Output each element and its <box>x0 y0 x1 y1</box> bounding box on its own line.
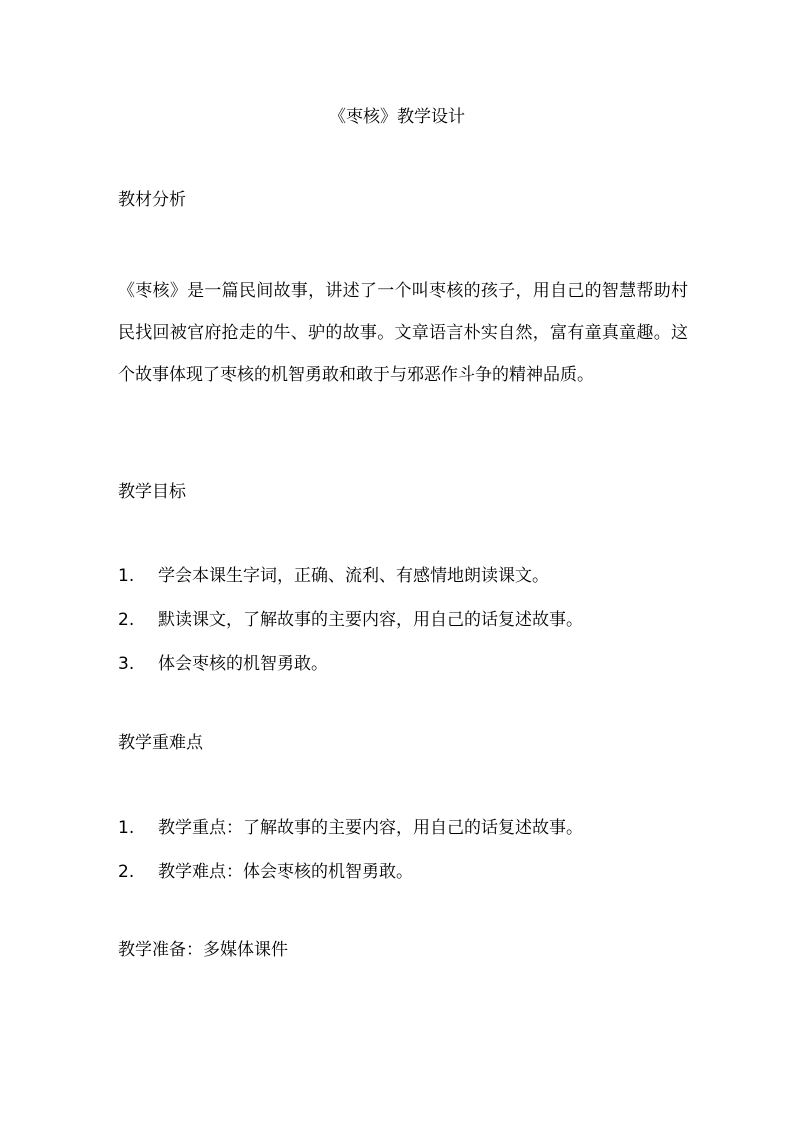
materials-paragraph: 《枣核》是一篇民间故事，讲述了一个叫枣核的孩子，用自己的智慧帮助村民找回被官府抢走的牛、驴的故事。文章语言朴实自然，富有童真童趣。这个故事体现了枣核的机智勇敢和敢于与邪恶作斗争的精神品质。 <box>118 281 688 385</box>
preparation-line: 教学准备：多媒体课件 <box>118 940 288 960</box>
list-item <box>118 850 688 894</box>
document-title: 《枣核》教学设计 <box>329 107 465 127</box>
list-item <box>118 642 688 686</box>
list-item-number: 2. <box>118 610 135 630</box>
section-heading-materials: 教材分析 <box>118 190 186 210</box>
key-points-list <box>118 806 688 894</box>
list-item-number: 1. <box>118 566 135 586</box>
list-item-text: 教学重点：了解故事的主要内容，用自己的话复述故事。 <box>158 818 583 838</box>
list-item-number: 3. <box>118 654 135 674</box>
list-item-text: 体会枣核的机智勇敢。 <box>158 654 328 674</box>
list-item <box>118 806 688 850</box>
list-item-text: 默读课文，了解故事的主要内容，用自己的话复述故事。 <box>158 610 583 630</box>
goals-list <box>118 554 688 686</box>
section-heading-key-points: 教学重难点 <box>118 733 203 753</box>
list-item <box>118 598 688 642</box>
section-heading-goals: 教学目标 <box>118 482 186 502</box>
list-item-number: 1. <box>118 818 135 838</box>
list-item-text: 教学难点：体会枣核的机智勇敢。 <box>158 862 413 882</box>
list-item <box>118 554 688 598</box>
list-item-number: 2. <box>118 862 135 882</box>
list-item-text: 学会本课生字词，正确、流利、有感情地朗读课文。 <box>158 566 549 586</box>
